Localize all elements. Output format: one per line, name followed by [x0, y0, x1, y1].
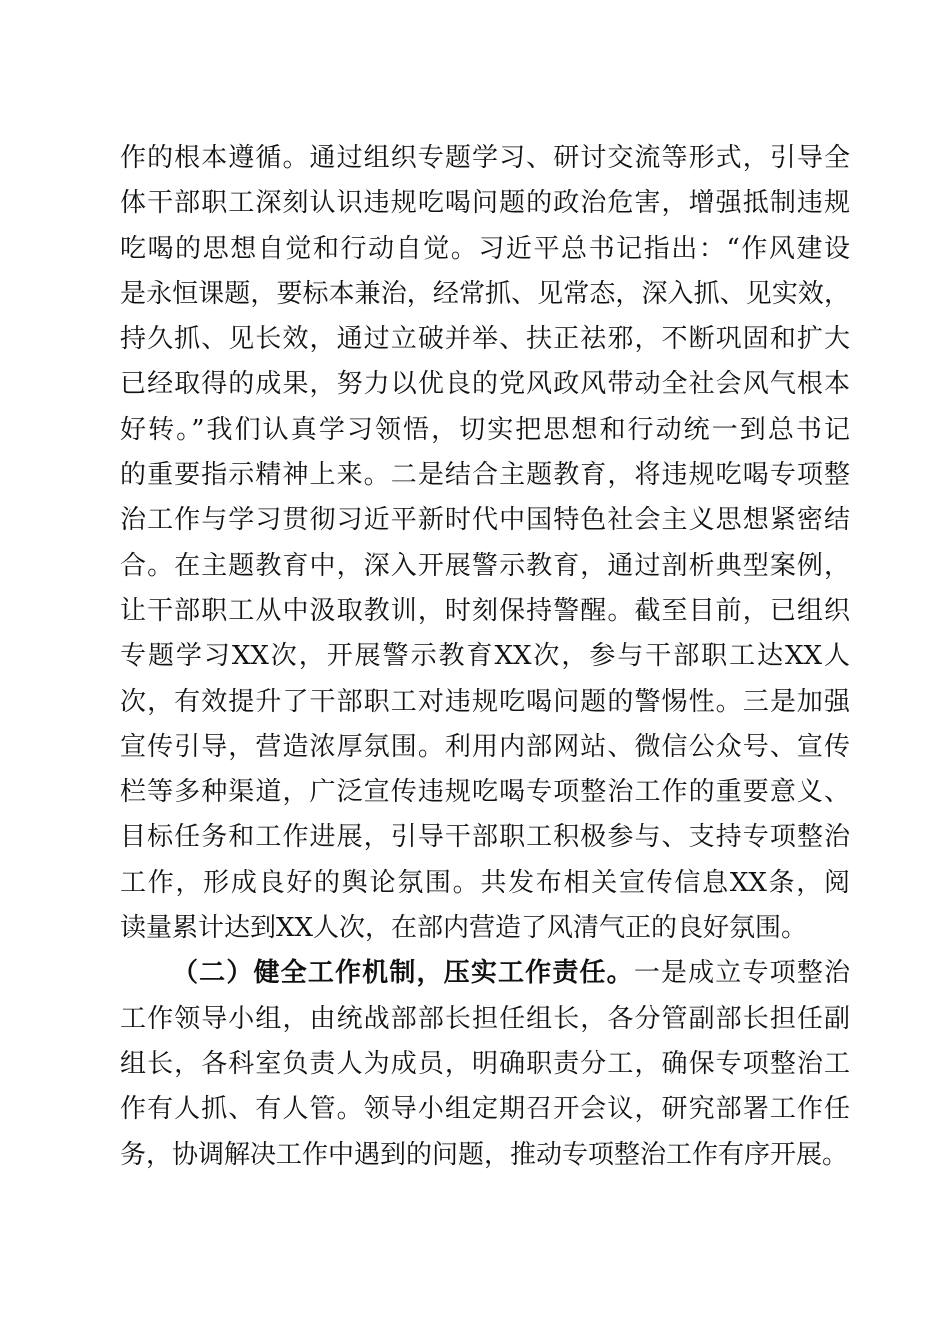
text-line: 作的根本遵循。通过组织专题学习、研讨交流等形式，引导全 [120, 143, 850, 173]
text-line: 专题学习XX次，开展警示教育XX次，参与干部职工达XX人 [120, 641, 850, 672]
text-line: 读量累计达到XX人次，在部内营造了风清气正的良好氛围。 [120, 913, 808, 944]
text-line: 次，有效提升了干部职工对违规吃喝问题的警惕性。三是加强 [120, 686, 850, 717]
text-line: 已经取得的成果，努力以优良的党风政风带动全社会风气根本 [120, 369, 850, 400]
section-first-line [120, 951, 850, 996]
section-first-line-text: 一是成立专项整治 [633, 958, 850, 989]
text-line: 务，协调解决工作中遇到的问题，推动专项整治工作有序开展。 [120, 1139, 849, 1170]
body-text [120, 136, 850, 1178]
text-line: 工作领导小组，由统战部部长担任组长，各分管副部长担任副 [120, 1003, 850, 1034]
text-line: 栏等多种渠道，广泛宣传违规吃喝专项整治工作的重要意义、 [120, 777, 850, 808]
text-line: 工作，形成良好的舆论氛围。共发布相关宣传信息XX条，阅 [120, 867, 850, 898]
text-line: 持久抓、见长效，通过立破并举、扶正祛邪，不断巩固和扩大 [120, 324, 850, 355]
text-line: 作有人抓、有人管。领导小组定期召开会议，研究部署工作任 [120, 1094, 850, 1125]
text-line: 的重要指示精神上来。二是结合主题教育，将违规吃喝专项整 [120, 460, 850, 491]
text-line: 组长，各科室负责人为成员，明确职责分工，确保专项整治工 [120, 1048, 850, 1079]
text-line: 体干部职工深刻认识违规吃喝问题的政治危害，增强抵制违规 [120, 188, 850, 219]
text-line: 治工作与学习贯彻习近平新时代中国特色社会主义思想紧密结 [120, 505, 850, 536]
text-line: 让干部职工从中汲取教训，时刻保持警醒。截至目前，已组织 [120, 595, 850, 626]
text-line: 宣传引导，营造浓厚氛围。利用内部网站、微信公众号、宣传 [120, 731, 850, 762]
text-line: 合。在主题教育中，深入开展警示教育，通过剖析典型案例， [120, 550, 850, 581]
text-line: 是永恒课题，要标本兼治，经常抓、见常态，深入抓、见实效， [120, 278, 850, 309]
text-line: 目标任务和工作进展，引导干部职工积极参与、支持专项整治 [120, 822, 850, 853]
text-line: 好转。”我们认真学习领悟，切实把思想和行动统一到总书记 [120, 414, 850, 445]
section-heading: （二）健全工作机制，压实工作责任。 [172, 958, 634, 989]
text-line: 吃喝的思想自觉和行动自觉。习近平总书记指出：“作风建设 [120, 233, 850, 264]
